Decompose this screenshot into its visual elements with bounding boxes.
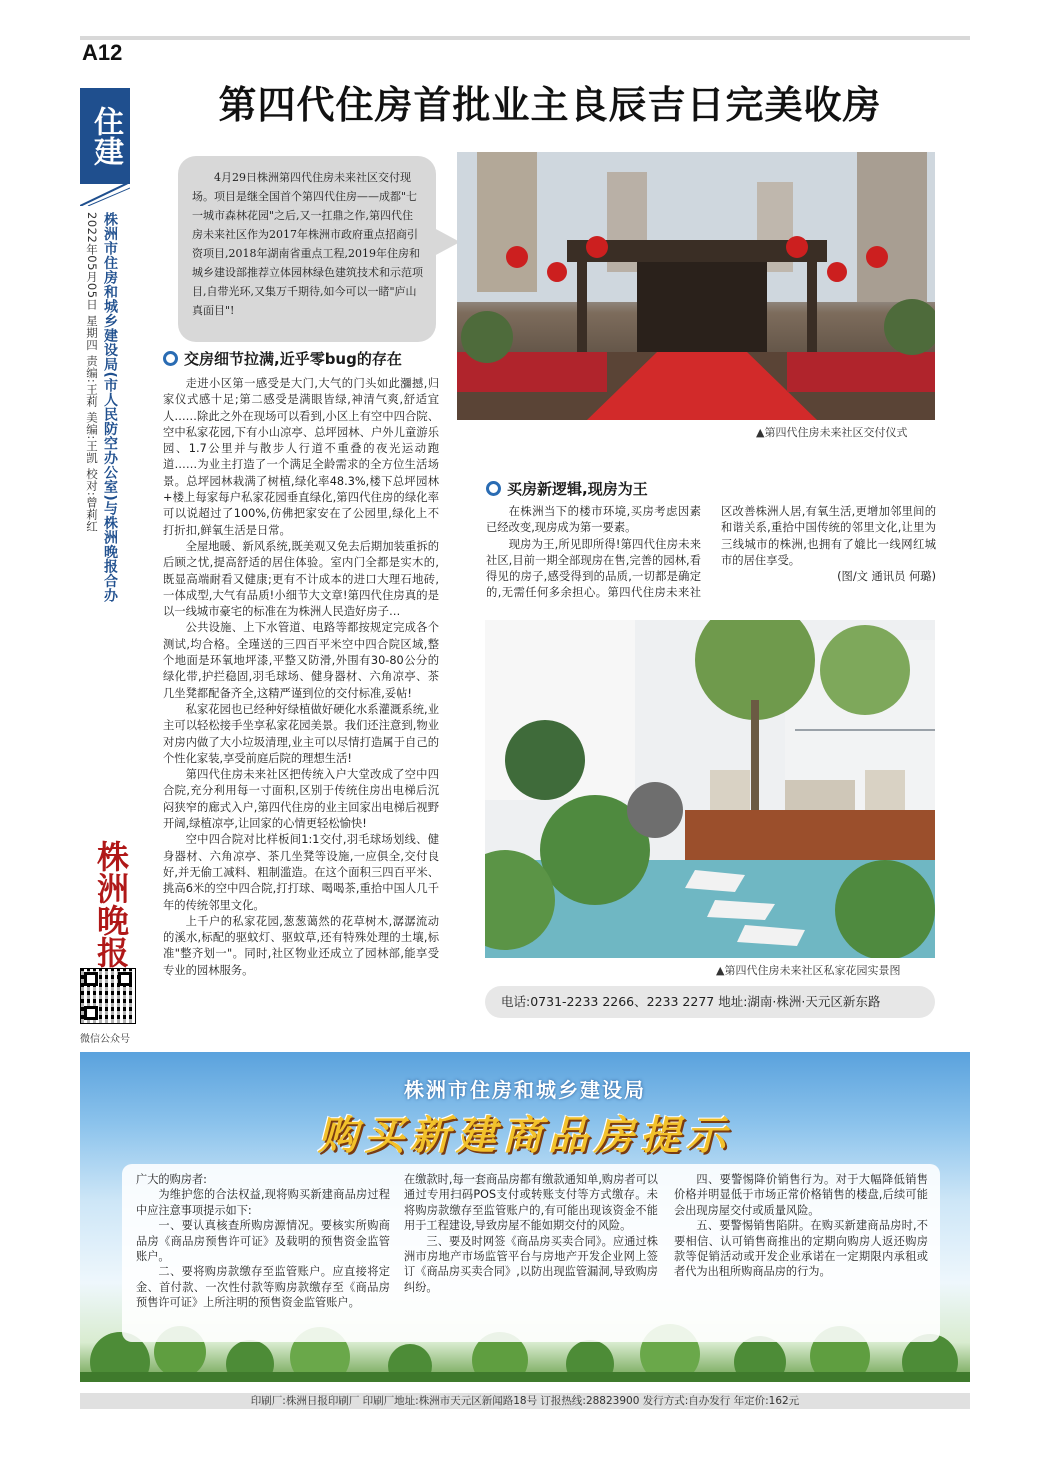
paragraph: 一、要认真核查所购房源情况。要核实所购商品房《商品房预售许可证》及载明的预售资金监管账户。 bbox=[136, 1219, 390, 1264]
top-rule bbox=[80, 36, 970, 40]
organizer-line: 株洲市住房和城乡建设局(市人民防空办公室)与株洲晚报合办 bbox=[102, 212, 118, 603]
paragraph: 四、要警惕降价销售行为。对于大幅降低销售价格并明显低于市场正常价格销售的楼盘,后续可能会出现房屋交付或质量风险。 bbox=[674, 1173, 928, 1217]
intro-bubble: 4月29日株洲第四代住房未来社区交付现场。项目是继全国首个第四代住房——成都"七一城市森林花园"之后,又一扛鼎之作,第四代住房未来社区作为2017年株洲市政府重点招商引资项目,2018年湖南省重点工程,2019年住房和城乡建设部推荐立体园林绿色建筑技术和示范项目,自带光环,又集万千期待,如今可以一睹"庐山真面目"! bbox=[178, 156, 436, 342]
paragraph: 第四代住房未来社区把传统入户大堂改成了空中四合院,充分利用每一寸面积,区别于传统住房出电梯后沉闷狭窄的廊式入户,第四代住房的业主回家出电梯后视野开阔,绿植凉亭,让回家的心情更轻松愉快! bbox=[163, 768, 439, 831]
bullet-circle-icon bbox=[163, 351, 178, 366]
subhead-text: 买房新逻辑,现房为王 bbox=[507, 480, 648, 498]
ad-greeting: 广大的购房者: bbox=[136, 1173, 207, 1186]
page-number: A12 bbox=[82, 40, 123, 65]
paragraph: 上千户的私家花园,葱葱蔼然的花草树木,潺潺流动的溪水,标配的驱蚊灯、驱蚊草,还有特殊处理的土壤,标准"整齐划一"。同时,社区物业还成立了园林部,能享受专业的园林服务。 bbox=[163, 914, 439, 977]
paragraph: 走进小区第一感受是大门,大气的门头如此瀰撼,归家仪式感十足;第二感受是满眼皆绿,神清气爽,舒适宜人……除此之外在现场可以看到,小区上有空中四合院、空中私家花园,下有小山凉亭、总坪园林、户外儿童游乐园、1.7公里并与散步人行道不重叠的夜光运动跑道……为业主打造了一个满足全龄需求的全方位生活场景。总坪园林栽满了树植,绿化率48.3%,楼下总坪园林+楼上每家每户私家花园垂直绿化,第四代住房的绿化率可以说超过了100%,仿佛把家安在了公园里,绿化上不打折扣,鲜氧生活是日常。 bbox=[163, 377, 439, 537]
newspaper-logo: 株洲晚报 bbox=[92, 840, 130, 968]
qr-code-icon bbox=[80, 968, 136, 1024]
subhead-new-logic bbox=[486, 478, 648, 499]
print-info-footer: 印刷厂:株洲日报印刷厂 印刷厂地址:株洲市天元区新闻路18号 订报热线:28823900 发行方式:自办发行 年定价:162元 bbox=[80, 1393, 970, 1409]
subhead-delivery-details bbox=[163, 348, 402, 369]
paragraph: 在缴款时,每一套商品房都有缴款通知单,购房者可以通过专用扫码POS支付或转账支付等方式缴存。未将购房款缴存至监管账户的,有可能出现该资金不能用于工程建设,导致房屋不能如期交付的风险。 bbox=[404, 1173, 658, 1233]
ad-text-panel bbox=[122, 1164, 940, 1342]
ad-title: 购买新建商品房提示 bbox=[318, 1113, 732, 1159]
contact-bar: 电话:0731-2233 2266、2233 2277 地址:湖南·株洲·天元区新东路 bbox=[485, 986, 935, 1018]
subhead-text: 交房细节拉满,近乎零bug的存在 bbox=[184, 350, 402, 368]
paragraph: 五、要警惕销售陷阱。在购买新建商品房时,不要相信、认可销售商推出的定期向购房人返还购房款等促销活动或开发企业承诺在一定期限内承租或者代为出租所购商品房的行为。 bbox=[674, 1219, 928, 1279]
ad-column-2 bbox=[404, 1172, 658, 1295]
credit: (图/文 通讯员 何璐) bbox=[837, 570, 936, 584]
body-column-2 bbox=[486, 504, 936, 602]
headline: 第四代住房首批业主良辰吉日完美收房 bbox=[218, 83, 882, 127]
paragraph: 二、要将购房款缴存至监管账户。应直接将定金、首付款、一次性付款等购房款缴存至《商品房预售许可证》上所注明的预售资金监管账户。 bbox=[136, 1265, 390, 1310]
paragraph: 空中四合院对比样板间1:1交付,羽毛球场划线、健身器材、六角凉亭、茶几坐凳等设施,一应俱全,交付良好,并无偷工减料、粗制滥造。在这个面积三四百平米、挑高6米的空中四合院,打打球、喝喝茶,重拾中国人几千年的传统邻里文化。 bbox=[163, 833, 439, 912]
qr-label: 微信公众号 bbox=[80, 1034, 130, 1045]
ad-column-3 bbox=[674, 1172, 928, 1280]
body-column-1 bbox=[163, 376, 439, 979]
section-slash-decoration bbox=[80, 182, 130, 206]
photo1-caption: ▲第四代住房未来社区交付仪式 bbox=[756, 426, 908, 439]
bullet-circle-icon bbox=[486, 481, 501, 496]
housing-notice-ad bbox=[80, 1052, 970, 1382]
paragraph: 私家花园也已经种好绿植做好硬化水系灌溉系统,业主可以轻松接手坐享私家花园美景。我们还注意到,物业对房内做了大小垃圾清理,业主可以尽情打造属于自己的个性化家装,享受前庭后院的理想生活! bbox=[163, 702, 439, 765]
paragraph: 全屋地暖、新风系统,既美观又免去后期加装重拆的后顾之忧,提高舒适的居住体验。室内门全都是实木的,既显高端耐看又健康;更有不计成本的进口大理石地砖,一体成型,大气有品质!小细节大文章!第四代住房真的是以一线城市豪宅的标准在为株洲人民造好房子… bbox=[163, 539, 439, 619]
paragraph: 为维护您的合法权益,现将购买新建商品房过程中应注意事项提示如下: bbox=[136, 1188, 390, 1217]
ad-column-1 bbox=[136, 1172, 390, 1311]
photo2-caption: ▲第四代住房未来社区私家花园实景图 bbox=[716, 964, 901, 977]
paragraph: 公共设施、上下水管道、电路等都按规定完成各个测试,均合格。全瑾送的三四百平米空中四合院区域,整个地面是环氧地坪漆,平整又防滑,外围有30-80公分的绿化带,护拦稳固,羽毛球场、健身器材、六角凉亭、茶几坐凳都配备齐全,这精严谨到位的交付标准,妥帖! bbox=[163, 621, 439, 700]
issue-date-line: 2022年05月05日 星期四 责编:王莉 美编:王凯 校对:曾莉红 bbox=[85, 212, 99, 533]
ceremony-photo bbox=[457, 152, 935, 420]
paragraph: 在株洲当下的楼市环境,买房考虑因素已经改变,现房成为第一要素。 bbox=[486, 505, 701, 535]
paragraph: 三、要及时网签《商品房买卖合同》。应通过株洲市房地产市场监管平台与房地产开发企业网上签订《商品房买卖合同》,以防出现监管漏洞,导致购房纠纷。 bbox=[404, 1234, 658, 1294]
section-label: 住建 bbox=[80, 88, 130, 184]
garden-photo bbox=[485, 620, 935, 958]
paragraph: 现房为王,所见即所得!第四代住房未来社区,目前一期全部现房在售,完善的园林,看得见的房子,感受得到的品质,一切都是确定的,无需任何多余担心。第四代住房未来社区改善株洲人居,有氧生活,更增加邻里间的和谐关系,重拾中国传统的邻里文化,让里为三线城市的株洲,也拥有了媲比一线网红城市的居住享受。 bbox=[486, 505, 936, 600]
ad-organization: 株洲市住房和城乡建设局 bbox=[404, 1078, 646, 1102]
